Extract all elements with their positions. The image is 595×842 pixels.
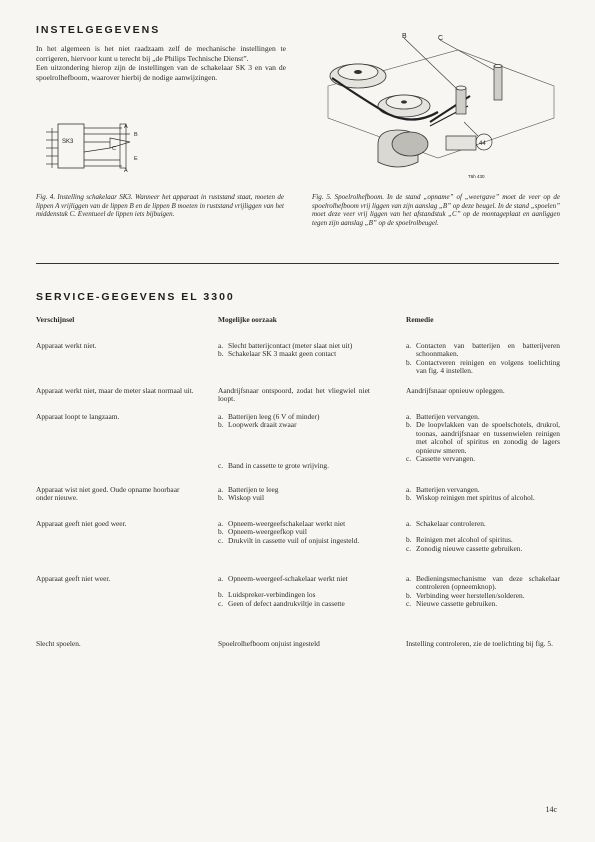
symptom-cell: Apparaat werkt niet.: [36, 341, 97, 350]
symptom-cell: Slecht spoelen.: [36, 639, 81, 648]
list-item: b. Loopwerk draait zwaar: [218, 420, 297, 430]
remedy-cell: [406, 387, 560, 395]
list-item: a. Slecht batterijcontact (meter slaat niet uit): [218, 341, 353, 350]
list-item: c. Drukvilt in cassette vuil of onjuist ingesteld.: [218, 535, 360, 545]
fig5-caption: Fig. 5. Spoelrolhefboom. In de stand „opname” of „weergave” moet de veer op de spoelrolhefboom vrij liggen van zijn aanslag „B” op deze beugel. In de stand „spoelen” moet deze veer vrij liggen van het afstandstuk „C” op de montageplaat en aanliggen tegen zijn aanslag „B” op de spoelrolbeugel.: [312, 193, 560, 227]
fig4-label-b: B: [134, 132, 138, 138]
list-item: b. Opneem-weergeefkop vuil: [218, 527, 307, 537]
list-item: b. De loopvlakken van de spoelschotels, drukrol, toonas, aandrijfsnaar en tussenwielen reinigen met alcohol of spiritus en zonodig de lagers opnieuw smeren.: [406, 420, 560, 455]
list-item: a. Contacten van batterijen en batterijveren schoonmaken.: [406, 341, 560, 359]
column-header-remedy: Remedie: [406, 315, 434, 324]
list-item: c. Band in cassette te grote wrijving.: [218, 460, 329, 470]
list-item: Aandrijfsnaar opnieuw opleggen.: [406, 386, 505, 395]
cause-cell: [218, 575, 370, 608]
fig4-label-a-bottom: A: [124, 168, 128, 174]
list-item: b. Contactveren reinigen en volgens toelichting van fig. 4 instellen.: [406, 357, 560, 376]
fig5-label-code: T6h 430: [468, 174, 485, 179]
list-item: a. Batterijen vervangen.: [406, 412, 480, 421]
fig4-label-sk3: SK3: [62, 139, 74, 145]
fig5-label-part: 44: [479, 141, 486, 147]
list-item: a. Opneem-weergeef-schakelaar werkt niet: [218, 574, 348, 583]
cause-cell: [218, 387, 370, 404]
intro-text: [36, 44, 286, 82]
symptom-cell: Apparaat geeft niet weer.: [36, 574, 111, 583]
list-item: Spoelrolhefboom onjuist ingesteld: [218, 639, 320, 648]
symptom-cell: Apparaat werkt niet, maar de meter slaat normaal uit.: [36, 386, 194, 395]
intro-paragraph-2: Een uitzondering hierop zijn de instellingen van de schakelaar SK 3 en van de spoelrolhefboom, waarover hierbij de nodige aanwijzingen.: [36, 63, 286, 82]
remedy-cell: [406, 486, 560, 503]
fig4-switch-diagram: [40, 118, 158, 176]
symptom-cell: Apparaat loopt te langzaam.: [36, 412, 120, 421]
list-item: b. Verbinding weer herstellen/solderen.: [406, 590, 525, 600]
remedy-cell: [406, 575, 560, 609]
symptom-cell: Apparaat geeft niet goed weer.: [36, 519, 127, 528]
remedy-cell: [406, 413, 560, 463]
list-item: b. Reinigen met alcohol of spiritus.: [406, 535, 513, 545]
fig4-label-e: E: [134, 156, 138, 162]
list-item: c. Geen of defect aandrukviltje in cassette: [218, 598, 345, 608]
column-header-cause: Mogelijke oorzaak: [218, 315, 277, 324]
intro-paragraph-1: In het algemeen is het niet raadzaam zelf de mechanische instellingen te corrigeren, hiervoor kunt u terecht bij „de Philips Technische Dienst”.: [36, 44, 286, 63]
cause-cell: [218, 486, 370, 503]
list-item: a. Batterijen vervangen.: [406, 485, 480, 494]
section-heading-service: SERVICE-GEGEVENS EL 3300: [36, 291, 235, 303]
cause-cell: [218, 413, 370, 470]
list-item: a. Schakelaar controleren.: [406, 519, 486, 528]
remedy-cell: [406, 342, 560, 376]
fig5-label-c: C: [438, 35, 444, 42]
fig4-label-c: C: [112, 146, 116, 152]
cause-cell: [218, 520, 370, 545]
list-item: Instelling controleren, zie de toelichting bij fig. 5.: [406, 639, 553, 648]
section-divider: [36, 263, 559, 264]
list-item: a. Batterijen te leeg: [218, 485, 279, 494]
fig5-lever-diagram: [318, 26, 558, 184]
list-item: b. Schakelaar SK 3 maakt geen contact: [218, 349, 337, 359]
section-heading-instelgegevens: INSTELGEGEVENS: [36, 24, 161, 36]
column-header-symptom: Verschijnsel: [36, 315, 75, 324]
list-item: c. Cassette vervangen.: [406, 454, 476, 464]
list-item: a. Bedieningsmechanisme van deze schakelaar controleren (opneemknop).: [406, 574, 560, 592]
remedy-cell: [406, 520, 560, 553]
list-item: a. Opneem-weergeefschakelaar werkt niet: [218, 519, 346, 528]
list-item: Aandrijfsnaar ontspoord, zodat het vliegwiel niet loopt.: [218, 386, 370, 404]
cause-cell: [218, 342, 370, 359]
list-item: c. Nieuwe cassette gebruiken.: [406, 599, 498, 609]
list-item: c. Zonodig nieuwe cassette gebruiken.: [406, 543, 523, 553]
list-item: b. Luidspreker-verbindingen los: [218, 590, 316, 600]
symptom-cell: Apparaat wist niet goed. Oude opname hoorbaar onder nieuwe.: [36, 485, 180, 503]
page-number: 14c: [545, 805, 557, 814]
remedy-cell: [406, 640, 560, 648]
list-item: a. Batterijen leeg (6 V of minder): [218, 412, 320, 421]
list-item: b. Wiskop vuil: [218, 493, 265, 503]
fig5-label-b: B: [402, 33, 407, 40]
fig4-label-a-top: A: [124, 124, 128, 130]
cause-cell: [218, 640, 370, 648]
fig4-caption: Fig. 4. Instelling schakelaar SK3. Wanneer het apparaat in ruststand staat, moeten de lippen A vrijliggen van de lippen B en de lippen B moeten in ruststand vrijliggen van het middenstuk C. Eventueel de lippen iets bijbuigen.: [36, 193, 284, 219]
list-item: b. Wiskop reinigen met spiritus of alcohol.: [406, 493, 535, 503]
